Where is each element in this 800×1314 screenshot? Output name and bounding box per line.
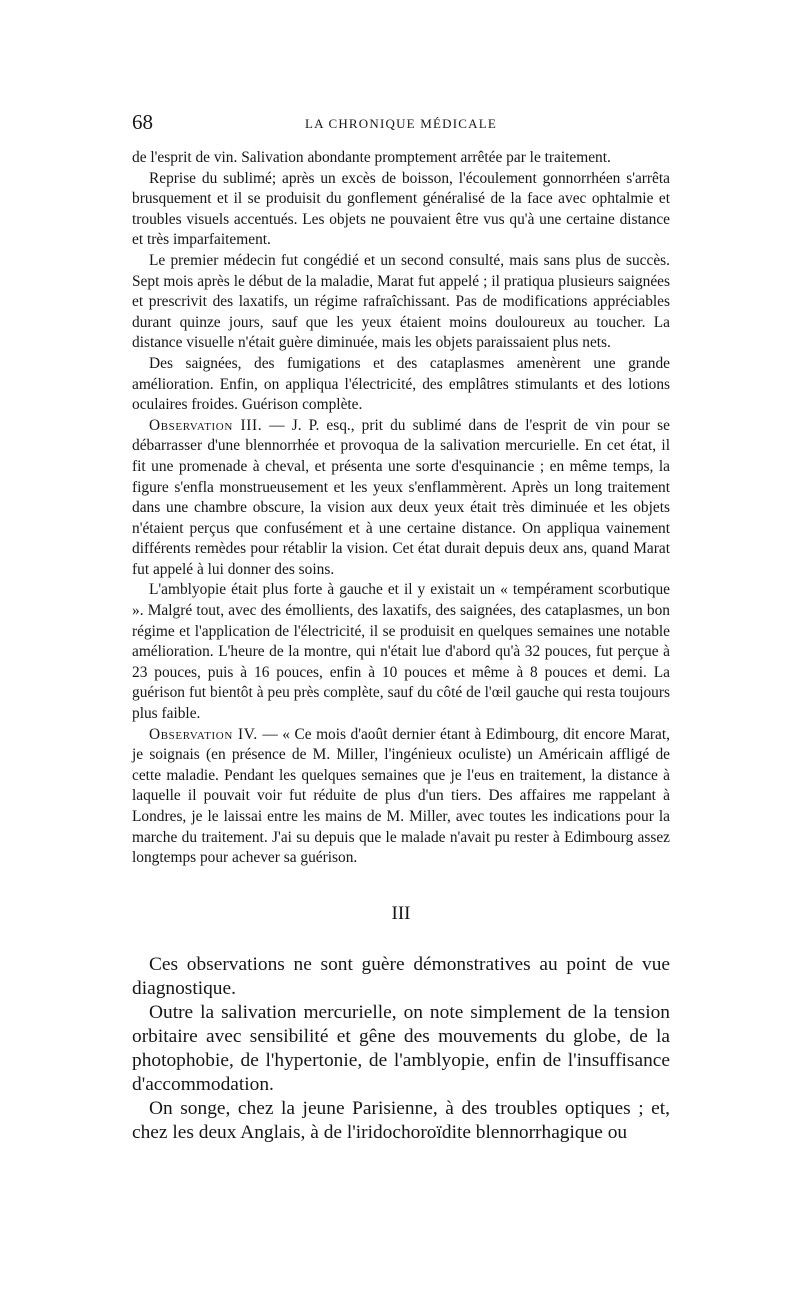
discussion-text: [132, 953, 670, 1145]
paragraph: [132, 148, 670, 169]
observation-heading: Observation III.: [149, 416, 263, 434]
page-number: 68: [132, 110, 153, 134]
paragraph: [132, 580, 670, 724]
running-title: LA CHRONIQUE MÉDICALE: [304, 116, 498, 131]
paragraph-text: — « Ce mois d'août dernier étant à Edimbourg, dit encore Marat, je soignais (en présence de M. Miller, l'ingénieux oculiste) un Américain affligé de cette maladie. Pendant les quelques semaines que je l'eus en traitement, la distance à laquelle il pouvait voir fut réduite de plus d'un tiers. Des affaires me rappelant à Londres, je le laissai entre les mains de M. Miller, avec toutes les indications pour la marche du traitement. J'ai su depuis que le malade n'avait pu rester à Edimbourg assez longtemps pour achever sa guérison.: [132, 725, 670, 867]
paragraph-text: Reprise du sublimé; après un excès de boisson, l'écoulement gonnorrhéen s'arrêta brusquement et il se produisit du gonflement généralisé de la face avec ophtalmie et troubles visuels accentués. Les objets ne pouvaient être vus qu'à une certaine distance et très imparfaitement.: [132, 169, 670, 249]
paragraph: [132, 169, 670, 251]
paragraph-text: — J. P. esq., prit du sublimé dans de l'esprit de vin pour se débarrasser d'une blennorrhée et provoqua de la salivation mercurielle. En cet état, il fit une promenade à cheval, et présenta une sorte d'esquinancie ; en même temps, la figure s'enfla monstrueusement et les yeux s'enflammèrent. Après un long traitement dans une chambre obscure, la vision aux deux yeux était très diminuée et les objets n'étaient perçus que confusément et à une certaine distance. On appliqua vainement différents remèdes pour rétablir la vision. Cet état durait depuis deux ans, quand Marat fut appelé à lui donner des soins.: [132, 416, 671, 578]
paragraph: Outre la salivation mercurielle, on note simplement de la tension orbitaire avec sensibilité et gêne des mouvements du globe, de la photophobie, de l'hypertonie, de l'amblyopie, enfin de l'insuffisance d'accommodation.: [132, 1001, 670, 1095]
paragraph: On songe, chez la jeune Parisienne, à des troubles optiques ; et, chez les deux Anglais, à de l'iridochoroïdite blennorrhagique ou: [132, 1097, 670, 1143]
observation-heading: Observation IV.: [149, 725, 258, 743]
paragraph-text: de l'esprit de vin. Salivation abondante promptement arrêtée par le traitement.: [132, 149, 611, 166]
paragraph-text: L'amblyopie était plus forte à gauche et il y existait un « tempérament scorbutique ». Malgré tout, avec des émollients, des laxatifs, des saignées, des cataplasmes, un bon régime et l'application de l'électricité, il se produisit en quelques semaines une notable amélioration. L'heure de la montre, qui n'était lue d'abord qu'à 32 pouces, fut perçue à 23 pouces, puis à 16 pouces, enfin à 10 pouces et même à 8 pouces et demi. La guérison fut bientôt à peu près complète, sauf du côté de l'œil gauche qui resta toujours plus faible.: [132, 581, 670, 723]
paragraph-text: Des saignées, des fumigations et des cataplasmes amenèrent une grande amélioration. Enfin, on appliqua l'électricité, des emplâtres stimulants et des lotions oculaires froides. Guérison complète.: [132, 354, 670, 414]
section-number: III: [391, 902, 411, 924]
paragraph: [132, 251, 670, 354]
paragraph: Ces observations ne sont guère démonstratives au point de vue diagnostique.: [132, 953, 670, 999]
paragraph-text: Le premier médecin fut congédié et un second consulté, mais sans plus de succès. Sept mois après le début de la maladie, Marat fut appelé ; il pratiqua plusieurs saignées et prescrivit des laxatifs, un régime rafraîchissant. Pas de modifications appréciables durant quinze jours, sauf que les yeux étaient moins douloureux au toucher. La distance visuelle n'était guère diminuée, mais les objets paraissaient plus nets.: [132, 251, 670, 352]
paragraph: [132, 725, 670, 869]
paragraph: [132, 416, 670, 581]
paragraph: [132, 354, 670, 416]
page-header: [132, 110, 670, 140]
observations-text: [132, 148, 670, 869]
